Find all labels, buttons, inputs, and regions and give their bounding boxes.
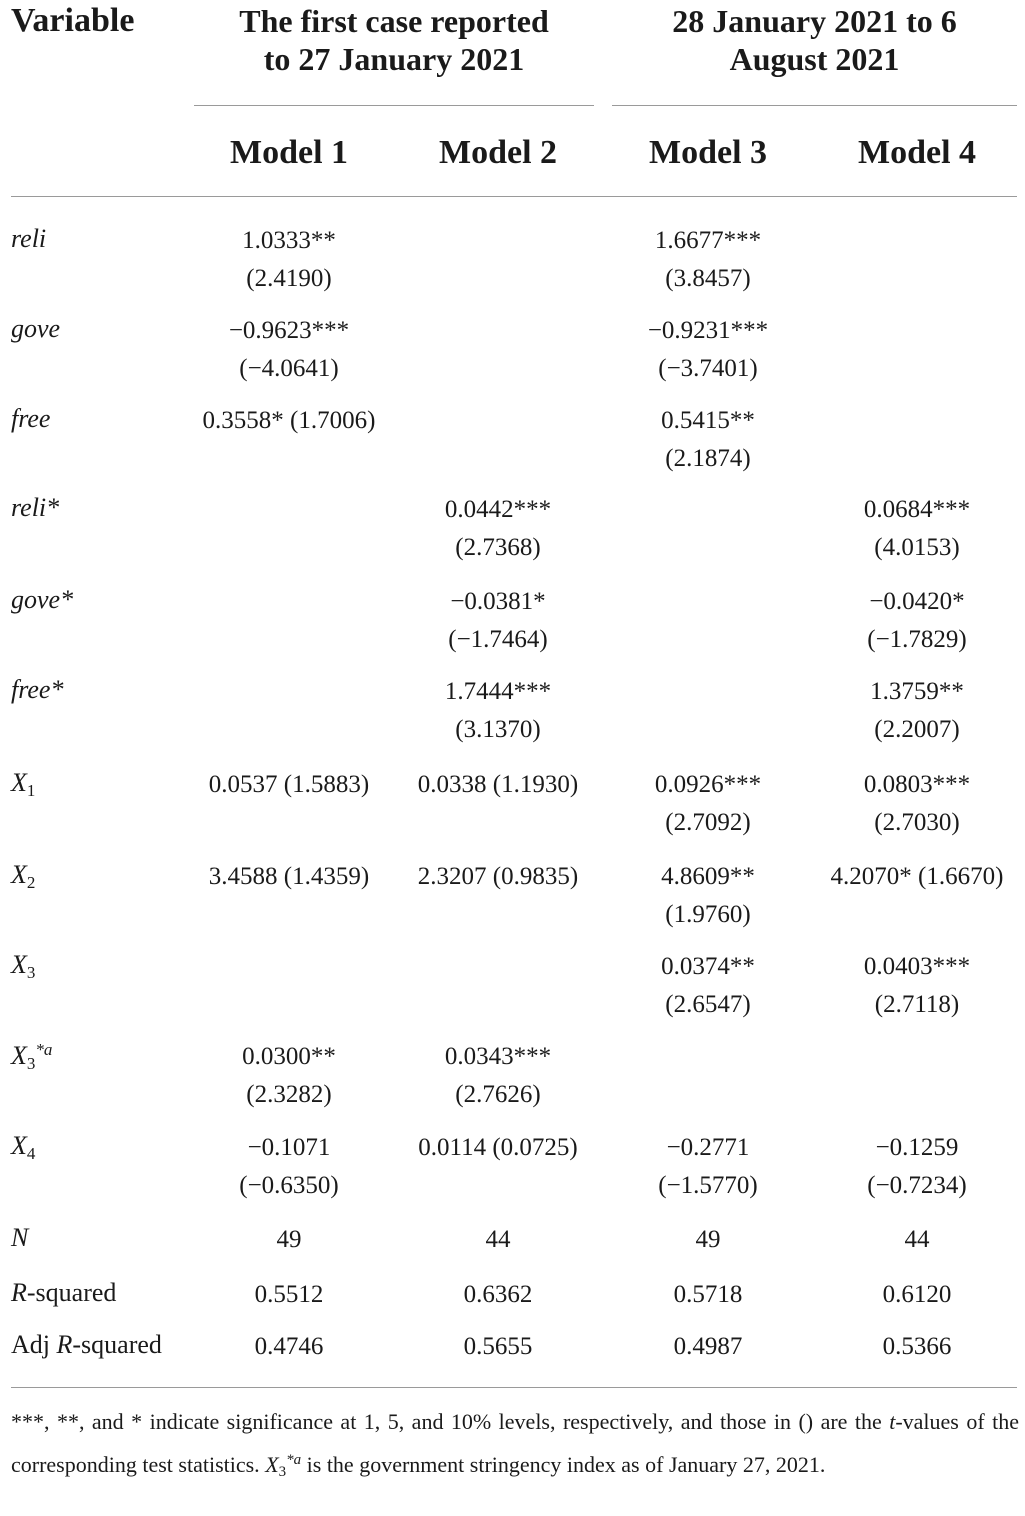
- table-cell: [867, 583, 967, 659]
- cell-line: (2.7118): [874, 991, 960, 1018]
- table-cell: [648, 312, 768, 388]
- cell-line: 1.7444***: [444, 678, 552, 705]
- model-1-header: Model 1: [229, 134, 349, 171]
- table-footnote: [11, 1403, 1019, 1491]
- table-cell: [242, 222, 336, 298]
- cell-line: −0.2771: [666, 1134, 750, 1161]
- cell-line: 0.0537 (1.5883): [208, 771, 370, 798]
- table-cell: [277, 1221, 302, 1259]
- cell-line: −0.1071: [247, 1134, 331, 1161]
- cell-line: 0.0926***: [654, 771, 762, 798]
- cell-line: 0.5718: [673, 1281, 743, 1308]
- cell-line: (2.6547): [665, 991, 751, 1018]
- table-cell: [418, 858, 578, 896]
- footnote-x3: X: [265, 1452, 279, 1477]
- row-label: $X_2$: [11, 860, 36, 892]
- header-rule: [11, 196, 1017, 197]
- table-cell: [864, 948, 970, 1024]
- footnote-text-1: indicate significance at 1, 5, and 10% levels, respectively, and those in () are the: [142, 1409, 890, 1434]
- period-header-1-line1: The first case reported: [239, 3, 549, 39]
- cell-line: 1.0333**: [242, 227, 336, 254]
- table-cell: [445, 491, 551, 567]
- cell-line: 0.0343***: [444, 1043, 552, 1070]
- table-cell: [464, 1276, 533, 1314]
- cell-line: 0.0338 (1.1930): [417, 771, 579, 798]
- table-cell: [655, 222, 761, 298]
- cell-line: −0.9623***: [228, 317, 350, 344]
- cell-line: −0.1259: [875, 1134, 959, 1161]
- row-label: N: [11, 1223, 29, 1252]
- table-cell: [209, 766, 369, 804]
- footnote-t: t: [889, 1409, 896, 1434]
- table-cell: [867, 1129, 967, 1205]
- cell-line: 0.3558* (1.7006): [202, 407, 376, 434]
- period-header-2: [612, 2, 1017, 78]
- cell-line: (2.1874): [665, 445, 751, 472]
- row-label: $X_4$: [11, 1131, 36, 1163]
- cell-line: (2.7092): [665, 809, 751, 836]
- cell-line: 1.3759**: [870, 678, 964, 705]
- model-4-header: Model 4: [857, 134, 977, 171]
- cell-line: (1.9760): [665, 901, 751, 928]
- row-label: free*: [11, 675, 64, 704]
- cell-line: 4.8609**: [661, 863, 755, 890]
- cell-line: (−3.7401): [658, 355, 758, 382]
- cell-line: 44: [485, 1226, 511, 1253]
- cell-line: (2.7626): [455, 1081, 541, 1108]
- period-header-1: [194, 2, 594, 78]
- table-cell: [864, 491, 970, 567]
- table-cell: [239, 1129, 339, 1205]
- period-header-1-line2: to 27 January 2021: [263, 41, 525, 77]
- table-cell: [655, 766, 761, 842]
- table-cell: [229, 312, 349, 388]
- cell-line: (−1.5770): [658, 1172, 758, 1199]
- cell-line: (−1.7464): [448, 626, 548, 653]
- row-label: $X_1$: [11, 768, 36, 800]
- cell-line: 0.0300**: [242, 1043, 336, 1070]
- cell-line: (2.7368): [455, 534, 541, 561]
- cell-line: 0.5366: [882, 1333, 952, 1360]
- footnote-stars: ***, **, and *: [11, 1409, 143, 1434]
- table-cell: [255, 1328, 324, 1366]
- period-2-underline: [612, 105, 1017, 106]
- table-cell: [870, 673, 964, 749]
- cell-line: 2.3207 (0.9835): [417, 863, 579, 890]
- table-cell: [448, 583, 548, 659]
- cell-line: 0.0442***: [444, 496, 552, 523]
- cell-line: (−1.7829): [867, 626, 967, 653]
- cell-line: 0.5512: [254, 1281, 324, 1308]
- cell-line: (−4.0641): [239, 355, 339, 382]
- cell-line: 1.6677***: [654, 227, 762, 254]
- cell-line: 0.5655: [463, 1333, 533, 1360]
- table-cell: [831, 858, 1004, 896]
- period-header-2-line2: August 2021: [729, 41, 900, 77]
- row-label: reli: [11, 224, 47, 253]
- table-cell: [445, 673, 551, 749]
- cell-line: (3.8457): [665, 265, 751, 292]
- bottom-rule: [11, 1387, 1017, 1388]
- period-header-2-line1: 28 January 2021 to 6: [672, 3, 957, 39]
- row-label: R-squared: [11, 1278, 117, 1307]
- table-cell: [255, 1276, 324, 1314]
- table-cell: [418, 1129, 577, 1167]
- cell-line: 49: [695, 1226, 721, 1253]
- cell-line: 49: [276, 1226, 302, 1253]
- cell-line: (2.3282): [246, 1081, 332, 1108]
- row-label: $X_3^{*a}$: [11, 1040, 53, 1073]
- table-cell: [486, 1221, 511, 1259]
- table-cell: [674, 1276, 743, 1314]
- cell-line: 0.4987: [673, 1333, 743, 1360]
- table-cell: [883, 1276, 952, 1314]
- row-label: gove*: [11, 585, 74, 614]
- row-label: reli*: [11, 493, 60, 522]
- table-cell: [696, 1221, 721, 1259]
- table-cell: [209, 858, 369, 896]
- cell-line: 0.0803***: [863, 771, 971, 798]
- cell-line: −0.0420*: [869, 588, 965, 615]
- cell-line: 0.5415**: [661, 407, 755, 434]
- cell-line: 0.0403***: [863, 953, 971, 980]
- row-label: $X_3$: [11, 950, 36, 982]
- footnote-x3-sup: *a: [286, 1452, 302, 1468]
- footnote-text-3: is the government stringency index as of January 27, 2021.: [301, 1452, 826, 1477]
- cell-line: 0.0374**: [661, 953, 755, 980]
- table-cell: [661, 948, 755, 1024]
- table-cell: [203, 402, 376, 440]
- cell-line: −0.9231***: [647, 317, 769, 344]
- cell-line: 0.0114 (0.0725): [418, 1134, 578, 1161]
- table-cell: [445, 1038, 551, 1114]
- model-2-header: Model 2: [438, 134, 558, 171]
- cell-line: 0.0684***: [863, 496, 971, 523]
- period-1-underline: [194, 105, 594, 106]
- footnote-x3-sub: 3: [278, 1464, 287, 1480]
- cell-line: 0.6362: [463, 1281, 533, 1308]
- table-cell: [864, 766, 970, 842]
- cell-line: (2.2007): [874, 716, 960, 743]
- table-cell: [418, 766, 578, 804]
- cell-line: 0.6120: [882, 1281, 952, 1308]
- variable-column-header: Variable: [11, 2, 135, 39]
- table-cell: [883, 1328, 952, 1366]
- cell-line: (2.4190): [246, 265, 332, 292]
- cell-line: 3.4588 (1.4359): [208, 863, 370, 890]
- table-cell: [242, 1038, 336, 1114]
- cell-line: (3.1370): [455, 716, 541, 743]
- cell-line: 44: [904, 1226, 930, 1253]
- cell-line: 4.2070* (1.6670): [830, 863, 1004, 890]
- table-cell: [674, 1328, 743, 1366]
- cell-line: (4.0153): [874, 534, 960, 561]
- table-cell: [661, 858, 755, 934]
- cell-line: (−0.6350): [239, 1172, 339, 1199]
- cell-line: (−0.7234): [867, 1172, 967, 1199]
- row-label: gove: [11, 314, 61, 343]
- model-3-header: Model 3: [648, 134, 768, 171]
- table-cell: [661, 402, 755, 478]
- table-cell: [658, 1129, 758, 1205]
- table-cell: [464, 1328, 533, 1366]
- cell-line: −0.0381*: [450, 588, 546, 615]
- footnote-text-2: -values of the corresponding test statistics.: [11, 1409, 1019, 1477]
- row-label: free: [11, 404, 51, 433]
- cell-line: (2.7030): [874, 809, 960, 836]
- cell-line: 0.4746: [254, 1333, 324, 1360]
- row-label: Adj R-squared: [11, 1330, 162, 1359]
- table-cell: [905, 1221, 930, 1259]
